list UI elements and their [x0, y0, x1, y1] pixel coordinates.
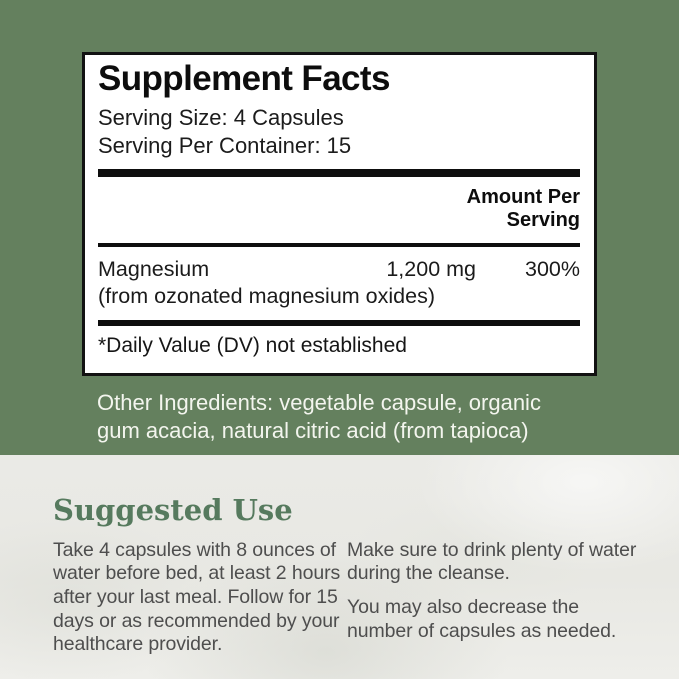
servings-per-container: Serving Per Container: 15 [98, 133, 352, 159]
nutrient-detail: (from ozonated magnesium oxides) [98, 284, 435, 309]
nutrient-amount: 1,200 mg [386, 256, 476, 281]
suggested-use-right-column [347, 539, 642, 657]
amount-per-serving-line2: Serving [506, 208, 580, 231]
other-ingredients: Other Ingredients: vegetable capsule, organic gum acacia, natural citric acid (from tapioca) [97, 389, 541, 444]
suggested-use-columns [53, 539, 679, 657]
divider-thick-bottom [98, 320, 580, 326]
nutrient-name: Magnesium [98, 256, 210, 281]
supplement-facts-title: Supplement Facts [98, 59, 390, 98]
suggested-use-heading: Suggested Use [53, 493, 293, 527]
amount-per-serving-line1: Amount Per [466, 185, 580, 208]
divider-thick-top [98, 169, 580, 177]
nutrient-daily-value: 300% [525, 256, 580, 281]
suggested-use-instructions: Take 4 capsules with 8 ounces of water before bed, at least 2 hours after your last meal. Follow for 15 days or as recommended by your healthcare provider. [53, 538, 341, 656]
amount-per-serving-header [98, 183, 580, 238]
suggested-use-left-column [53, 539, 347, 657]
serving-size: Serving Size: 4 Capsules [98, 104, 344, 130]
supplement-facts-panel [82, 52, 597, 376]
nutrient-row [98, 257, 580, 282]
suggested-use-section [0, 455, 679, 679]
suggested-use-note-decrease: You may also decrease the number of capsules as needed. [347, 596, 617, 642]
suggested-use-note-water: Make sure to drink plenty of water during the cleanse. [347, 538, 637, 585]
daily-value-footnote: *Daily Value (DV) not established [98, 333, 407, 357]
divider-medium [98, 243, 580, 247]
